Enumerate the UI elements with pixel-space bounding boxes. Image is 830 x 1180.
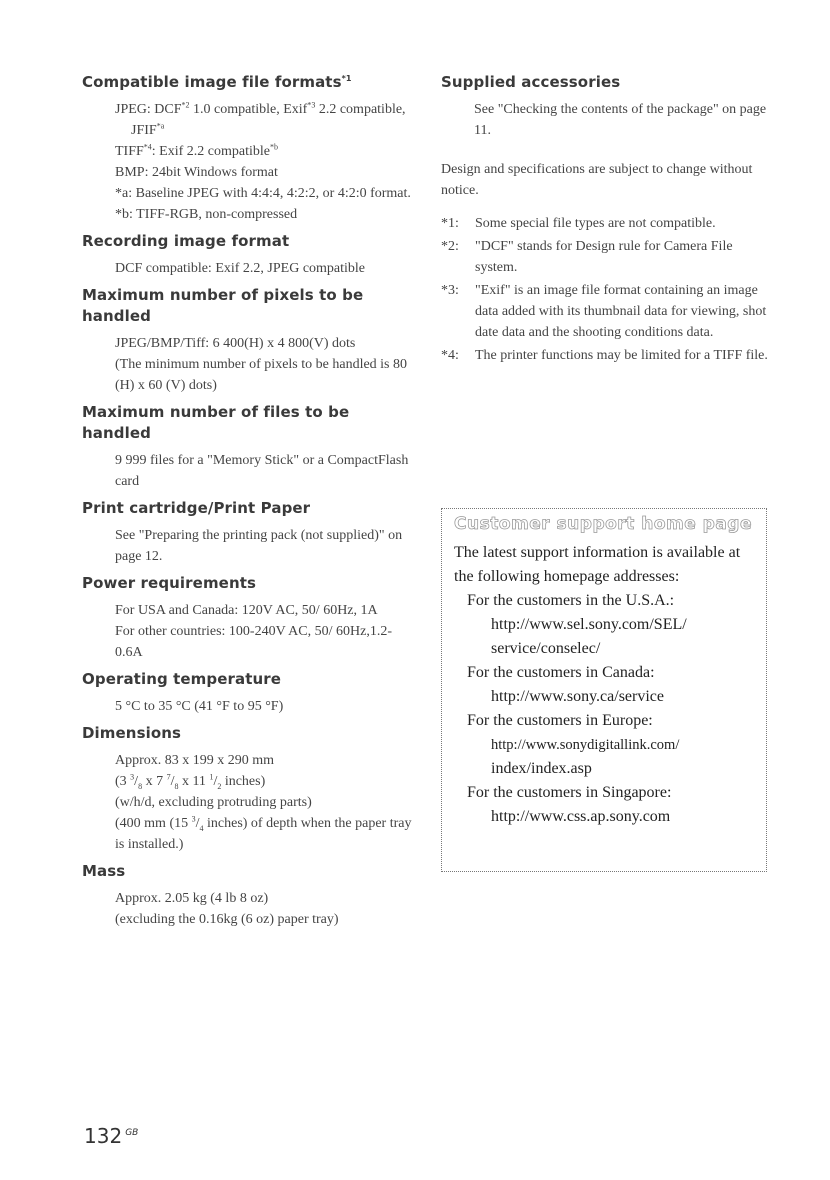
page-language: GB: [125, 1128, 139, 1139]
dimensions-heading: Dimensions: [82, 724, 182, 742]
page-number: [84, 1124, 138, 1148]
right-column: [441, 72, 771, 368]
section-accessories: [441, 72, 771, 141]
page-number-value: 132: [84, 1124, 123, 1148]
max-files-heading: Maximum number of files to be handled: [82, 403, 350, 442]
dimensions-line-2: (3 $^3/_8$ x 7 $^7/_8$ x 11 $^1/_2$ inches): [115, 772, 266, 791]
formats-body: [115, 99, 417, 225]
power-line-1: For USA and Canada: 120V AC, 50/ 60Hz, 1A: [115, 603, 378, 618]
footnote-text: Some special file types are not compatible.: [475, 216, 716, 231]
section-mass: [82, 861, 417, 930]
support-europe-url-2[interactable]: index/index.asp: [491, 760, 592, 777]
formats-heading: Compatible image file formats$^{*1}$: [82, 73, 352, 91]
dimensions-line-1: Approx. 83 x 199 x 290 mm: [115, 753, 275, 768]
max-files-text: 9 999 files for a "Memory Stick" or a CompactFlash card: [115, 453, 409, 489]
mass-line-2: (excluding the 0.16kg (6 oz) paper tray): [115, 912, 339, 927]
section-cartridge: [82, 498, 417, 567]
max-pixels-note: (The minimum number of pixels to be handled is 80 (H) x 60 (V) dots): [115, 357, 408, 393]
cartridge-heading: Print cartridge/Print Paper: [82, 499, 311, 517]
support-title: Customer support home page: [454, 514, 752, 534]
support-box: [441, 508, 767, 872]
support-europe-url-1[interactable]: http://www.sonydigitallink.com/: [491, 737, 680, 753]
footnote-text: "Exif" is an image file format containing an image data added with its thumbnail data for viewing, shot date data and the shooting conditions data.: [475, 283, 767, 340]
support-usa-url-2[interactable]: service/conselec/: [491, 640, 601, 657]
dimensions-line-3: (w/h/d, excluding protruding parts): [115, 795, 312, 810]
mass-heading: Mass: [82, 862, 126, 880]
footnote-text: The printer functions may be limited for a TIFF file.: [475, 348, 768, 363]
section-power: [82, 573, 417, 663]
formats-note-a: *a: Baseline JPEG with 4:4:4, 4:2:2, or 4:2:0 format.: [115, 186, 411, 201]
formats-jpeg: JPEG: DCF$^{*2}$ 1.0 compatible, Exif$^{*3}$ 2.2 compatible, JFIF$^{*a}$: [115, 100, 406, 138]
accessories-heading: Supplied accessories: [441, 73, 621, 91]
footnote-mark: *2:: [441, 239, 459, 254]
dimensions-line-4: (400 mm (15 $^3/_4$ inches) of depth when the paper tray is installed.): [115, 814, 412, 852]
max-pixels-heading: Maximum number of pixels to be handled: [82, 286, 364, 325]
footnote-mark: *4:: [441, 348, 459, 363]
mass-line-1: Approx. 2.05 kg (4 lb 8 oz): [115, 891, 269, 906]
support-intro: The latest support information is available at the following homepage addresses:: [454, 544, 741, 585]
accessories-text: See "Checking the contents of the package" on page 11.: [474, 102, 767, 138]
recording-text: DCF compatible: Exif 2.2, JPEG compatible: [115, 261, 366, 276]
max-pixels-text: JPEG/BMP/Tiff: 6 400(H) x 4 800(V) dots: [115, 336, 356, 351]
footnote: [441, 236, 771, 278]
section-dimensions: [82, 723, 417, 855]
formats-bmp: BMP: 24bit Windows format: [115, 165, 278, 180]
cartridge-text: See "Preparing the printing pack (not supplied)" on page 12.: [115, 528, 403, 564]
power-heading: Power requirements: [82, 574, 257, 592]
footnote-mark: *1:: [441, 216, 459, 231]
footnote: [441, 345, 771, 366]
support-singapore-url[interactable]: http://www.css.ap.sony.com: [491, 808, 671, 825]
section-temperature: [82, 669, 417, 717]
section-formats: [82, 72, 417, 225]
spec-notice: Design and specifications are subject to change without notice.: [441, 162, 753, 198]
power-line-2: For other countries: 100-240V AC, 50/ 60Hz,1.2-0.6A: [115, 624, 392, 660]
footnote: [441, 280, 771, 343]
footnote: [441, 213, 771, 234]
support-usa-url-1[interactable]: http://www.sel.sony.com/SEL/: [491, 616, 687, 633]
section-max-pixels: [82, 285, 417, 396]
section-max-files: [82, 402, 417, 492]
formats-tiff: TIFF$^{*4}$: Exif 2.2 compatible$^{*b}$: [115, 142, 278, 159]
footnote-mark: *3:: [441, 283, 459, 298]
left-column: [82, 72, 417, 936]
support-canada-label: For the customers in Canada:: [467, 664, 655, 681]
temperature-text: 5 °C to 35 °C (41 °F to 95 °F): [115, 699, 284, 714]
support-europe-label: For the customers in Europe:: [467, 712, 653, 729]
support-usa-label: For the customers in the U.S.A.:: [467, 592, 675, 609]
support-canada-url[interactable]: http://www.sony.ca/service: [491, 688, 664, 705]
support-singapore-label: For the customers in Singapore:: [467, 784, 672, 801]
formats-note-b: *b: TIFF-RGB, non-compressed: [115, 207, 298, 222]
footnote-text: "DCF" stands for Design rule for Camera File system.: [475, 239, 733, 275]
temperature-heading: Operating temperature: [82, 670, 282, 688]
section-recording: [82, 231, 417, 279]
recording-heading: Recording image format: [82, 232, 290, 250]
